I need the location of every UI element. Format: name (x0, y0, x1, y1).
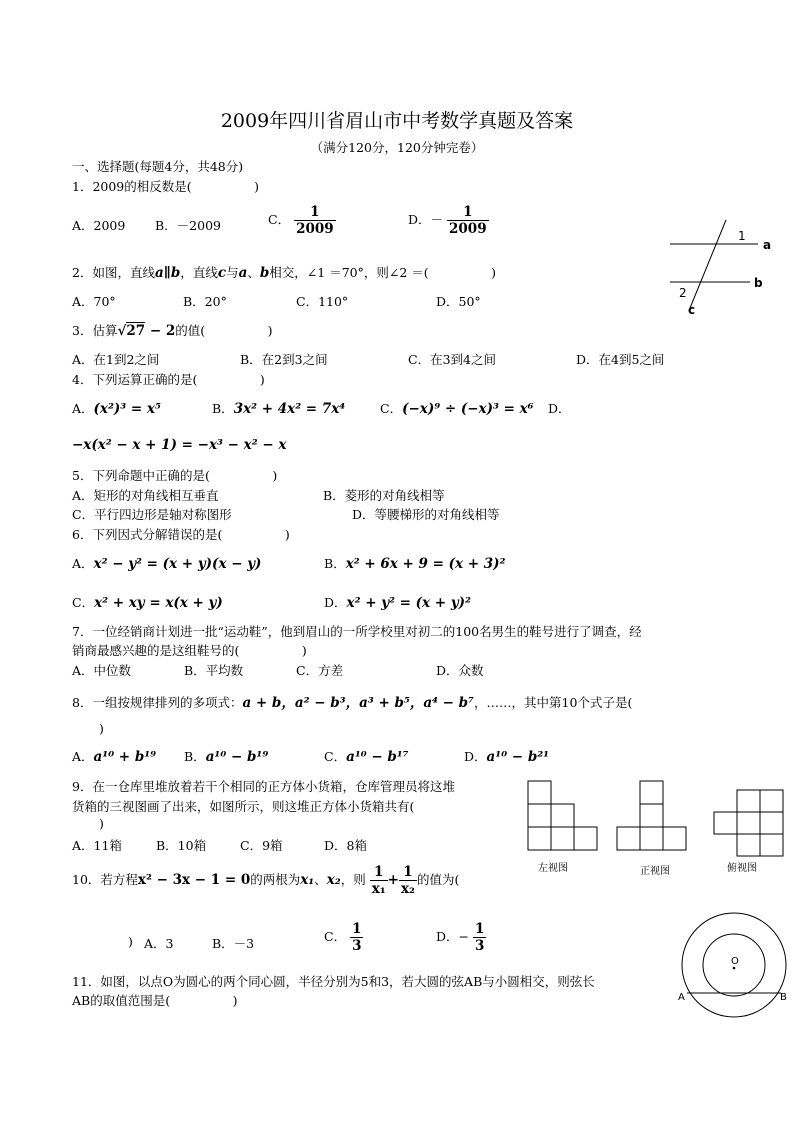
q8-line2: ) (99, 721, 104, 736)
q5-option-c: C．平行四边形是轴对称图形 (72, 507, 232, 522)
q2-mid2: 与 (226, 265, 239, 280)
q1-stem: 1．2009的相反数是( ) (72, 179, 260, 194)
q8-a-label: A． (72, 749, 94, 764)
q8-a-expr: a¹⁰ + b¹⁹ (93, 749, 157, 765)
q3-option-c: C．在3到4之间 (408, 352, 496, 367)
q8-option-b (184, 747, 268, 765)
q2-option-a: A．70° (72, 294, 116, 309)
q4-option-a (72, 399, 161, 417)
line-c-label: c (688, 303, 696, 317)
q10-c-fraction (350, 921, 363, 954)
q6-option-a (72, 554, 261, 572)
page-subtitle: （满分120分，120分钟完卷） (310, 140, 484, 155)
line-c (690, 220, 726, 308)
q1-option-c-fraction (294, 204, 336, 237)
q7-option-b: B．平均数 (184, 663, 244, 678)
q6-option-c (72, 593, 223, 611)
q11-line2: AB的取值范围是( ) (72, 993, 238, 1008)
q3-radicand: 27 (126, 323, 146, 339)
q8-option-a (72, 747, 156, 765)
q10-mid1: 的两根为 (250, 872, 301, 887)
top-view-label: 俯视图 (727, 863, 757, 874)
q10-frac1-num: 1 (370, 864, 388, 881)
q5-stem: 5．下列命题中正确的是( ) (72, 468, 278, 483)
q1-d-den: 2009 (449, 221, 487, 237)
q2-mid1: ，直线 (180, 265, 218, 280)
q10-x2: x₂ (326, 872, 341, 888)
q8-sequence: a + b，a² − b³，a³ + b⁵，a⁴ − b⁷ (242, 695, 475, 711)
q8-d-label: D． (464, 749, 487, 764)
q2-option-d: D．50° (436, 294, 481, 309)
q10-stem-pre: 10．若方程 (72, 872, 138, 887)
q10-c-label: C． (324, 929, 347, 944)
q1-option-c (268, 204, 336, 237)
q6-stem: 6．下列因式分解错误的是( ) (72, 527, 290, 542)
point-b-label: B (780, 992, 787, 1003)
q4-stem: 4．下列运算正确的是( ) (72, 372, 265, 387)
top-view (714, 790, 783, 856)
q1-option-d (408, 204, 489, 237)
parallel-lines-figure (664, 218, 784, 318)
q3-option-d: D．在4到5之间 (576, 352, 665, 367)
point-a-label: A (678, 992, 685, 1003)
q4-option-b (212, 399, 345, 417)
q10-close-paren: ) (128, 934, 133, 949)
q7-line1: 7．一位经销商计划进一批“运动鞋”，他到眉山的一所学校里对初二的100名男生的鞋号进行了调查，经 (72, 624, 642, 639)
q1-c-den: 2009 (296, 221, 334, 237)
q3-sqrt-sign: √ (117, 323, 127, 339)
q4-option-c (380, 399, 534, 417)
q10-c-num: 1 (352, 921, 362, 937)
q10-frac-2 (399, 864, 417, 897)
q9-line1: 9．在一仓库里堆放着若干个相同的正方体小货箱，仓库管理员将这堆 (72, 779, 455, 794)
left-view-label: 左视图 (538, 863, 568, 874)
q7-option-c: C．方差 (296, 663, 344, 678)
q10-d-label: D．− (436, 929, 469, 944)
line-a-label: a (763, 238, 772, 252)
q10-c-den: 3 (352, 938, 362, 954)
q7-line2: 销商最感兴趣的是这组鞋号的( ) (72, 643, 307, 658)
q10-frac1-den: x₁ (371, 881, 386, 897)
q3-stem-post: 的值( ) (175, 323, 273, 338)
q10-frac-1 (370, 864, 388, 897)
left-view (528, 781, 597, 850)
q4-a-expr: (x²)³ = x⁵ (93, 401, 161, 417)
q8-option-d (464, 747, 549, 765)
front-view-label: 正视图 (640, 866, 670, 876)
q6-c-expr: x² + xy = x(x + y) (94, 595, 223, 611)
q8-stem (72, 691, 632, 711)
q4-b-label: B． (212, 401, 234, 416)
q10-frac2-den: x₂ (400, 881, 415, 897)
q1-c-num: 1 (294, 204, 336, 221)
q5-option-d: D．等腰梯形的对角线相等 (352, 507, 500, 522)
q6-b-expr: x² + 6x + 9 = (x + 3)² (345, 556, 506, 572)
q10-plus: + (387, 872, 399, 888)
q2-parallel: a∥b (154, 265, 181, 281)
q8-stem-pre: 8．一组按规律排列的多项式： (72, 695, 243, 710)
q3-stem-pre: 3．估算 (72, 323, 118, 338)
q6-b-label: B． (324, 556, 346, 571)
q9-option-c: C．9箱 (240, 838, 283, 853)
q10-mid2: 、 (314, 872, 327, 887)
q2-c: c (217, 265, 227, 281)
q2-stem-pre: 2．如图，直线 (72, 265, 155, 280)
q8-d-expr: a¹⁰ − b²¹ (486, 749, 550, 765)
q1-option-c-label: C． (268, 212, 291, 227)
q5-option-a: A．矩形的对角线相互垂直 (72, 488, 219, 503)
q1-option-d-label: D．－ (408, 212, 444, 227)
q2-stem (72, 263, 496, 281)
q1-d-num: 1 (447, 204, 489, 221)
q9-line2: 货箱的三视图画了出来，如图所示，则这堆正方体小货箱共有( (72, 799, 415, 814)
q10-d-fraction (473, 921, 486, 954)
q3-stem (72, 321, 273, 339)
q6-a-expr: x² − y² = (x + y)(x − y) (93, 556, 262, 572)
q8-c-expr: a¹⁰ − b¹⁷ (346, 749, 409, 765)
q10-x1: x₁ (300, 872, 315, 888)
q6-d-expr: x² + y² = (x + y)² (346, 595, 471, 611)
q2-b: b (259, 265, 270, 281)
q10-stem (72, 864, 459, 897)
q10-option-a: A．3 (144, 936, 174, 951)
q4-b-expr: 3x² + 4x² = 7x⁴ (233, 401, 346, 417)
q1-option-a: A．2009 (72, 218, 126, 233)
section-heading: 一、选择题(每题4分，共48分) (72, 159, 244, 174)
q6-option-d (324, 593, 471, 611)
q3-option-b: B．在2到3之间 (240, 352, 328, 367)
q11-line1: 11．如图，以点O为圆心的两个同心圆，半径分别为5和3，若大圆的弦AB与小圆相交，则弦长 (72, 974, 595, 989)
q6-a-label: A． (72, 556, 94, 571)
three-views-figure (520, 776, 790, 876)
q10-d-num: 1 (474, 921, 485, 937)
q3-minus: − 2 (145, 323, 176, 339)
q8-option-c (324, 747, 409, 765)
line-b-label: b (754, 276, 763, 290)
q10-equation: x² − 3x − 1 = 0 (137, 872, 251, 888)
q9-option-a: A．11箱 (72, 838, 122, 853)
q1-option-d-fraction (447, 204, 489, 237)
q10-frac2-num: 1 (399, 864, 417, 881)
q9-option-b: B．10箱 (156, 838, 207, 853)
q1-option-b: B．－2009 (155, 218, 221, 233)
q7-option-d: D．众数 (436, 663, 484, 678)
q9-line3: ) (99, 816, 104, 831)
center-point (733, 967, 736, 970)
q10-option-d (436, 921, 486, 954)
center-label: O (731, 956, 739, 967)
q2-stem-post: 相交，∠1 ＝70°，则∠2 ＝( ) (269, 265, 497, 280)
q2-option-c: C．110° (296, 294, 349, 309)
q10-mid3: ，则 (340, 872, 366, 887)
q10-stem-post: 的值为( (416, 872, 460, 887)
page-title: 2009年四川省眉山市中考数学真题及答案 (220, 110, 574, 132)
q9-option-d: D．8箱 (324, 838, 367, 853)
front-view (617, 781, 686, 850)
angle-1-label: 1 (738, 229, 746, 243)
q4-option-d-expr (72, 437, 286, 453)
q8-b-expr: a¹⁰ − b¹⁹ (205, 749, 269, 765)
q2-option-b: B．20° (183, 294, 227, 309)
q4-a-label: A． (72, 401, 94, 416)
q10-option-c (324, 921, 363, 954)
angle-2-label: 2 (679, 286, 687, 300)
q3-option-a: A．在1到2之间 (72, 352, 160, 367)
q7-option-a: A．中位数 (72, 663, 132, 678)
q6-c-label: C． (72, 595, 95, 610)
q2-a: a (238, 265, 248, 281)
q5-option-b: B．菱形的对角线相等 (323, 488, 445, 503)
concentric-circles-figure (676, 910, 792, 1026)
q2-mid3: 、 (247, 265, 260, 280)
q4-c-expr: (−x)⁹ ÷ (−x)³ = x⁶ (402, 401, 534, 417)
q4-d-expr: −x(x² − x + 1) = −x³ − x² − x (72, 437, 287, 453)
q10-d-den: 3 (474, 938, 485, 954)
q6-option-b (324, 554, 505, 572)
q8-stem-post: ，……，其中第10个式子是( (474, 695, 633, 710)
q4-c-label: C． (380, 401, 403, 416)
q4-option-d-label: D． (548, 401, 571, 416)
q6-d-label: D． (324, 595, 347, 610)
q8-c-label: C． (324, 749, 347, 764)
q8-b-label: B． (184, 749, 206, 764)
q10-option-b: B．－3 (212, 936, 255, 951)
